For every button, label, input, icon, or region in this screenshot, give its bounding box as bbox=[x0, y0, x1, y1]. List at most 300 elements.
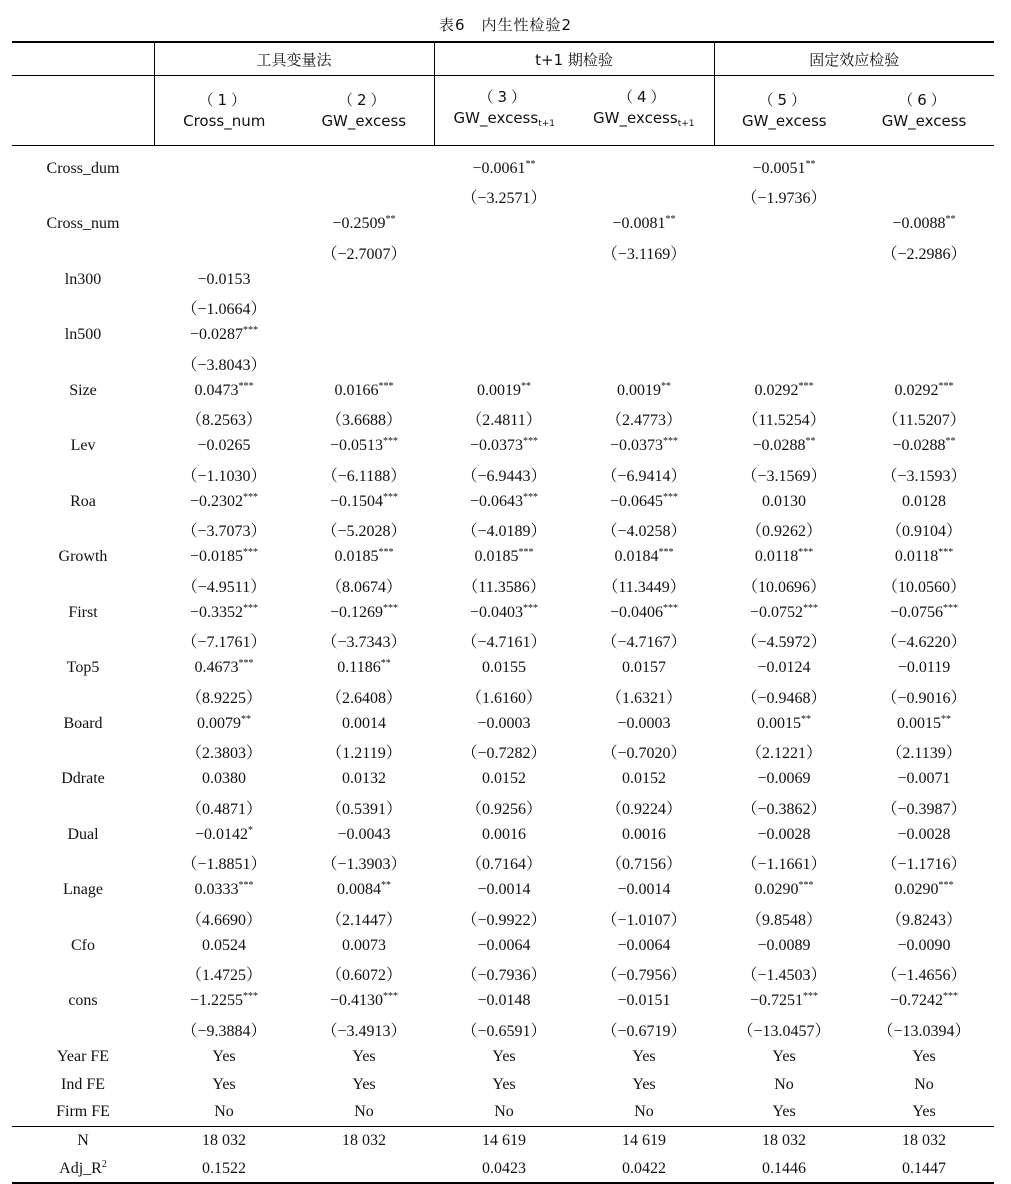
stats-cell: 14 619 bbox=[482, 1132, 527, 1149]
coef-value: −0.0064 bbox=[617, 936, 671, 954]
significance-stars: *** bbox=[523, 436, 539, 448]
significance-stars: *** bbox=[383, 491, 399, 503]
tstat-cell: （1.2119） bbox=[326, 745, 402, 763]
tstat-cell: （8.2563） bbox=[185, 412, 262, 430]
tstat-row-first bbox=[12, 627, 994, 655]
tstat-cell: （−4.7161） bbox=[461, 634, 547, 652]
column-name bbox=[294, 111, 434, 132]
coef-cell bbox=[854, 710, 994, 738]
tstat-cell: （−1.8851） bbox=[181, 856, 267, 874]
significance-stars: *** bbox=[243, 325, 259, 337]
coef-cell bbox=[294, 322, 434, 350]
tstat-cell: （−3.1569） bbox=[741, 467, 827, 485]
coef-cell bbox=[294, 211, 434, 239]
fe-cell: Yes bbox=[632, 1075, 656, 1093]
tstat-cell: （−1.0107） bbox=[601, 911, 687, 929]
coef-value: 0.0152 bbox=[482, 770, 527, 788]
tstat-cell: （0.4871） bbox=[185, 800, 262, 818]
coef-cell bbox=[854, 821, 994, 849]
stats-cell: 0.0423 bbox=[434, 1155, 574, 1184]
coef-row-roa bbox=[12, 488, 994, 516]
significance-stars: ** bbox=[945, 214, 956, 226]
tstat-row-cfo bbox=[12, 960, 994, 988]
variable-label-blank bbox=[12, 349, 154, 377]
tstat-row-lnage bbox=[12, 904, 994, 932]
significance-stars: *** bbox=[238, 880, 254, 892]
coef-row-ddrate bbox=[12, 766, 994, 794]
stats-cell: 0.1522 bbox=[154, 1155, 294, 1184]
significance-stars: ** bbox=[525, 158, 536, 170]
significance-stars: *** bbox=[798, 380, 814, 392]
stats-cell: 18 032 bbox=[342, 1132, 386, 1149]
coef-value: 0.0185 bbox=[334, 548, 379, 566]
coef-cell bbox=[434, 266, 574, 294]
significance-stars: ** bbox=[661, 380, 672, 392]
tstat-cell bbox=[154, 183, 294, 211]
fe-label: Year FE bbox=[56, 1047, 110, 1065]
coef-cell bbox=[434, 433, 574, 461]
stats-cell: 18 032 bbox=[202, 1132, 246, 1149]
tstat-cell: （−1.1661） bbox=[741, 856, 827, 874]
coef-value: 0.0157 bbox=[622, 659, 667, 677]
coef-value: 0.0292 bbox=[754, 381, 799, 399]
significance-stars: *** bbox=[663, 602, 679, 614]
coef-value: −0.0513 bbox=[329, 437, 384, 455]
significance-stars: * bbox=[248, 824, 254, 836]
coef-cell bbox=[294, 988, 434, 1016]
coef-cell bbox=[574, 932, 714, 960]
tstat-cell: （−4.0189） bbox=[461, 523, 547, 541]
tstat-cell: （−13.0457） bbox=[737, 1022, 831, 1040]
tstat-cell: （−5.2028） bbox=[321, 523, 407, 541]
tstat-cell bbox=[154, 238, 294, 266]
tstat-cell: （0.9262） bbox=[746, 523, 823, 541]
coef-cell bbox=[574, 821, 714, 849]
tstat-row-ln300 bbox=[12, 294, 994, 322]
coef-cell bbox=[154, 211, 294, 239]
fe-cell: Yes bbox=[212, 1075, 236, 1093]
stats-label-text: Adj_R bbox=[59, 1159, 102, 1177]
tstat-cell bbox=[714, 349, 854, 377]
stats-label-superscript: 2 bbox=[101, 1158, 107, 1170]
tstat-cell: （−1.4656） bbox=[881, 967, 967, 985]
coef-cell bbox=[434, 988, 574, 1016]
coef-cell bbox=[434, 599, 574, 627]
coef-row-dual bbox=[12, 821, 994, 849]
variable-label: Cross_dum bbox=[46, 159, 120, 177]
coef-value: −0.0406 bbox=[610, 603, 664, 621]
fe-cell: No bbox=[294, 1099, 434, 1127]
tstat-cell bbox=[434, 294, 574, 322]
column-subscript: t+1 bbox=[677, 118, 695, 129]
coef-cell bbox=[714, 211, 854, 239]
coef-cell bbox=[714, 877, 854, 905]
coef-row-cross_num bbox=[12, 211, 994, 239]
coef-cell bbox=[434, 488, 574, 516]
coef-value: −0.1504 bbox=[329, 492, 384, 510]
coef-value: −0.0373 bbox=[610, 437, 664, 455]
tstat-cell: （0.7156） bbox=[606, 856, 683, 874]
column-number: （4） bbox=[618, 87, 670, 106]
tstat-cell: （0.7164） bbox=[466, 856, 543, 874]
significance-stars: *** bbox=[383, 436, 399, 448]
significance-stars: ** bbox=[380, 658, 391, 670]
tstat-cell: （−1.1716） bbox=[881, 856, 967, 874]
group-header-iv: 工具变量法 bbox=[154, 42, 434, 76]
variable-label-blank bbox=[12, 904, 154, 932]
variable-label-blank bbox=[12, 571, 154, 599]
significance-stars: *** bbox=[378, 380, 394, 392]
fe-cell: No bbox=[774, 1075, 794, 1093]
column-header-5 bbox=[714, 76, 854, 146]
coef-cell bbox=[154, 266, 294, 294]
coef-cell bbox=[714, 433, 854, 461]
variable-label: Dual bbox=[67, 825, 99, 843]
significance-stars: *** bbox=[943, 991, 959, 1003]
coef-cell bbox=[574, 433, 714, 461]
column-header-row bbox=[12, 76, 994, 146]
coef-value: −0.3352 bbox=[189, 603, 244, 621]
coef-value: −0.7251 bbox=[750, 992, 804, 1010]
coef-value: −0.0061 bbox=[472, 159, 526, 177]
tstat-row-roa bbox=[12, 516, 994, 544]
group-header-row bbox=[12, 42, 994, 76]
significance-stars: *** bbox=[238, 658, 254, 670]
coef-value: −0.0124 bbox=[757, 659, 811, 677]
coef-value: 0.0118 bbox=[894, 548, 939, 566]
coef-row-board bbox=[12, 710, 994, 738]
variable-label-blank bbox=[12, 793, 154, 821]
significance-stars: *** bbox=[243, 602, 259, 614]
coef-cell bbox=[714, 766, 854, 794]
significance-stars: ** bbox=[385, 214, 396, 226]
coef-value: 0.0155 bbox=[482, 659, 527, 677]
coef-value: 0.0184 bbox=[614, 548, 659, 566]
fe-cell: Yes bbox=[714, 1099, 854, 1127]
coef-cell bbox=[854, 266, 994, 294]
coef-value: −0.0003 bbox=[617, 714, 671, 732]
coef-cell bbox=[854, 433, 994, 461]
tstat-cell: （2.6408） bbox=[326, 689, 403, 707]
fe-cell: Yes bbox=[492, 1075, 516, 1093]
coef-cell bbox=[294, 377, 434, 405]
coef-value: −0.0645 bbox=[610, 492, 664, 510]
tstat-cell: （10.0560） bbox=[882, 578, 967, 596]
coef-value: 0.0333 bbox=[194, 881, 239, 899]
coef-value: −0.0028 bbox=[897, 825, 951, 843]
coef-row-lnage bbox=[12, 877, 994, 905]
column-name bbox=[854, 111, 994, 132]
column-number: （5） bbox=[758, 90, 811, 109]
fe-label: Firm FE bbox=[12, 1099, 154, 1127]
significance-stars: ** bbox=[945, 436, 956, 448]
coef-value: 0.0292 bbox=[894, 381, 939, 399]
tstat-cell: （−0.6591） bbox=[461, 1022, 547, 1040]
coef-cell bbox=[154, 377, 294, 405]
tstat-cell: （−4.6220） bbox=[881, 634, 967, 652]
variable-label-blank bbox=[12, 682, 154, 710]
coef-row-growth bbox=[12, 544, 994, 572]
coef-value: −0.7242 bbox=[890, 992, 944, 1010]
coef-cell bbox=[574, 599, 714, 627]
tstat-cell bbox=[434, 238, 574, 266]
coef-cell bbox=[294, 433, 434, 461]
tstat-cell: （4.6690） bbox=[185, 911, 262, 929]
fe-cell: Yes bbox=[772, 1047, 796, 1065]
significance-stars: *** bbox=[803, 991, 819, 1003]
stub-header-blank bbox=[12, 76, 154, 146]
coef-value: 0.0152 bbox=[622, 770, 667, 788]
coef-cell bbox=[854, 322, 994, 350]
coef-value: −0.0014 bbox=[617, 881, 671, 899]
tstat-row-top5 bbox=[12, 682, 994, 710]
tstat-cell: （1.6160） bbox=[466, 689, 543, 707]
coef-cell bbox=[574, 877, 714, 905]
coef-cell bbox=[854, 155, 994, 183]
tstat-row-lev bbox=[12, 460, 994, 488]
coef-row-cons bbox=[12, 988, 994, 1016]
coef-cell bbox=[294, 155, 434, 183]
tstat-cell: （0.9224） bbox=[606, 800, 683, 818]
tstat-row-cross_num bbox=[12, 238, 994, 266]
table-caption: 表6 内生性检验2 bbox=[438, 16, 573, 34]
tstat-cell: （0.9256） bbox=[466, 800, 543, 818]
coef-cell bbox=[154, 877, 294, 905]
coef-cell bbox=[154, 988, 294, 1016]
coef-cell bbox=[714, 266, 854, 294]
coef-value: −0.0071 bbox=[897, 770, 951, 788]
coef-value: −0.2509 bbox=[332, 215, 386, 233]
tstat-cell: （−2.7007） bbox=[321, 245, 407, 263]
significance-stars: *** bbox=[803, 602, 819, 614]
coef-cell bbox=[574, 766, 714, 794]
tstat-cell: （−0.9468） bbox=[741, 689, 827, 707]
tstat-cell: （−9.3884） bbox=[181, 1022, 267, 1040]
tstat-cell bbox=[714, 294, 854, 322]
tstat-cell: （11.5254） bbox=[742, 412, 826, 430]
coef-cell bbox=[714, 544, 854, 572]
coef-cell bbox=[154, 655, 294, 683]
coef-cell bbox=[574, 544, 714, 572]
coef-cell bbox=[294, 710, 434, 738]
tstat-cell: （−3.2571） bbox=[461, 190, 547, 208]
variable-label-blank bbox=[12, 405, 154, 433]
coef-value: 0.0118 bbox=[754, 548, 799, 566]
tstat-cell: （9.8548） bbox=[746, 911, 823, 929]
stats-cell: 0.1447 bbox=[854, 1155, 994, 1184]
coef-cell bbox=[154, 821, 294, 849]
coef-value: −0.0064 bbox=[477, 936, 531, 954]
significance-stars: ** bbox=[805, 436, 816, 448]
coef-cell bbox=[294, 932, 434, 960]
coef-cell bbox=[294, 544, 434, 572]
column-number: （6） bbox=[898, 90, 950, 109]
tstat-cell: （−13.0394） bbox=[877, 1022, 971, 1040]
stats-label-text: N bbox=[77, 1132, 89, 1149]
tstat-cell: （−3.4913） bbox=[321, 1022, 407, 1040]
variable-label: Board bbox=[63, 714, 103, 732]
coef-cell bbox=[714, 377, 854, 405]
significance-stars: *** bbox=[938, 880, 954, 892]
tstat-cell: （−3.1593） bbox=[881, 467, 967, 485]
group-header-fe: 固定效应检验 bbox=[714, 42, 994, 76]
coef-cell bbox=[714, 821, 854, 849]
coef-cell bbox=[154, 710, 294, 738]
variable-label: Lnage bbox=[63, 881, 103, 899]
significance-stars: *** bbox=[378, 547, 394, 559]
coef-cell bbox=[434, 544, 574, 572]
coef-value: −0.0119 bbox=[897, 659, 951, 677]
coef-value: 0.0084 bbox=[337, 881, 381, 899]
tstat-cell: （−1.9736） bbox=[741, 190, 827, 208]
tstat-cell bbox=[574, 349, 714, 377]
stats-cell: 0.1446 bbox=[714, 1155, 854, 1184]
tstat-cell: （−0.9922） bbox=[461, 911, 547, 929]
coef-value: −0.0643 bbox=[470, 492, 524, 510]
coef-cell bbox=[154, 599, 294, 627]
tstat-row-size bbox=[12, 405, 994, 433]
column-header-3 bbox=[434, 76, 574, 146]
variable-label-blank bbox=[12, 183, 154, 211]
variable-label: Cfo bbox=[71, 936, 95, 954]
significance-stars: *** bbox=[523, 602, 539, 614]
coef-value: −0.0014 bbox=[477, 881, 531, 899]
coef-cell bbox=[294, 655, 434, 683]
coef-value: 0.0473 bbox=[194, 381, 239, 399]
coef-cell bbox=[294, 766, 434, 794]
fe-cell: No bbox=[914, 1075, 934, 1093]
tstat-cell: （−1.0664） bbox=[181, 301, 267, 319]
variable-label: ln300 bbox=[64, 270, 102, 288]
tstat-cell: （11.3586） bbox=[462, 578, 546, 596]
coef-value: 0.0130 bbox=[762, 492, 807, 510]
coef-cell bbox=[294, 488, 434, 516]
fe-cell: Yes bbox=[352, 1075, 376, 1093]
tstat-cell: （−2.2986） bbox=[881, 245, 967, 263]
coef-cell bbox=[714, 322, 854, 350]
variable-label-blank bbox=[12, 738, 154, 766]
fe-label: Ind FE bbox=[61, 1075, 105, 1093]
variable-label-blank bbox=[12, 516, 154, 544]
coef-value: 0.0524 bbox=[202, 936, 246, 954]
coef-cell bbox=[714, 155, 854, 183]
tstat-row-ln500 bbox=[12, 349, 994, 377]
tstat-row-ddrate bbox=[12, 793, 994, 821]
fe-cell: No bbox=[434, 1099, 574, 1127]
tstat-cell: （−3.1169） bbox=[601, 245, 687, 263]
significance-stars: *** bbox=[938, 380, 954, 392]
coef-cell bbox=[154, 544, 294, 572]
stats-cell: 0.0422 bbox=[574, 1155, 714, 1184]
tstat-cell bbox=[854, 183, 994, 211]
coef-value: 0.0014 bbox=[342, 714, 386, 732]
coef-value: −0.0028 bbox=[757, 825, 811, 843]
fe-row bbox=[12, 1043, 994, 1071]
column-header-6 bbox=[854, 76, 994, 146]
coef-value: 0.0016 bbox=[482, 825, 527, 843]
tstat-cell: （−0.7282） bbox=[461, 745, 547, 763]
coef-value: −0.0373 bbox=[470, 437, 524, 455]
coef-cell bbox=[574, 488, 714, 516]
variable-label-blank bbox=[12, 849, 154, 877]
tstat-row-growth bbox=[12, 571, 994, 599]
coef-cell bbox=[434, 877, 574, 905]
coef-cell bbox=[854, 544, 994, 572]
coef-cell bbox=[574, 211, 714, 239]
column-header-4 bbox=[574, 76, 714, 146]
coef-value: −1.2255 bbox=[189, 992, 244, 1010]
coef-value: 0.0079 bbox=[197, 714, 241, 732]
coef-row-top5 bbox=[12, 655, 994, 683]
coef-value: 0.1186 bbox=[337, 659, 381, 677]
tstat-cell: （−4.9511） bbox=[181, 578, 267, 596]
stats-row bbox=[12, 1127, 994, 1155]
column-depvar: GW_excess bbox=[741, 111, 827, 130]
tstat-cell: （−0.3987） bbox=[881, 800, 967, 818]
coef-cell bbox=[574, 266, 714, 294]
tstat-cell: （−1.1030） bbox=[181, 467, 267, 485]
column-subscript: t+1 bbox=[538, 118, 555, 129]
coef-cell bbox=[434, 211, 574, 239]
coef-cell bbox=[154, 155, 294, 183]
significance-stars: *** bbox=[798, 880, 814, 892]
column-name bbox=[155, 111, 295, 132]
coef-value: −0.2302 bbox=[189, 492, 244, 510]
coef-value: 0.0290 bbox=[894, 881, 939, 899]
coef-cell bbox=[574, 710, 714, 738]
coef-cell bbox=[574, 655, 714, 683]
coef-cell bbox=[434, 821, 574, 849]
coef-cell bbox=[434, 155, 574, 183]
coef-cell bbox=[854, 599, 994, 627]
tstat-cell: （8.9225） bbox=[185, 689, 262, 707]
variable-label-blank bbox=[12, 1015, 154, 1043]
tstat-cell: （2.1139） bbox=[886, 745, 962, 763]
tstat-cell bbox=[294, 294, 434, 322]
coef-value: −0.0081 bbox=[612, 215, 666, 233]
coef-cell bbox=[854, 932, 994, 960]
coef-value: 0.0016 bbox=[622, 825, 667, 843]
tstat-cell bbox=[434, 349, 574, 377]
significance-stars: *** bbox=[238, 380, 254, 392]
coef-value: −0.0151 bbox=[617, 992, 671, 1010]
tstat-cell: （−0.9016） bbox=[881, 689, 967, 707]
coef-value: 0.0290 bbox=[754, 881, 799, 899]
tstat-cell bbox=[714, 238, 854, 266]
coef-value: −0.0142 bbox=[194, 825, 249, 843]
coef-row-cross_dum bbox=[12, 155, 994, 183]
coef-row-size bbox=[12, 377, 994, 405]
significance-stars: *** bbox=[243, 547, 259, 559]
fe-cell: Yes bbox=[352, 1047, 376, 1065]
fe-cell: Yes bbox=[632, 1047, 656, 1065]
coef-cell bbox=[714, 710, 854, 738]
coef-cell bbox=[294, 266, 434, 294]
tstat-cell: （3.6688） bbox=[326, 412, 403, 430]
tstat-cell: （2.4773） bbox=[606, 412, 683, 430]
tstat-cell: （−4.0258） bbox=[601, 523, 687, 541]
variable-label-blank bbox=[12, 960, 154, 988]
tstat-cell: （2.4811） bbox=[466, 412, 542, 430]
tstat-cell: （−3.7343） bbox=[321, 634, 407, 652]
tstat-cell: （−0.6719） bbox=[601, 1022, 687, 1040]
tstat-cell: （−0.7936） bbox=[461, 967, 547, 985]
tstat-cell: （−6.9443） bbox=[461, 467, 547, 485]
tstat-cell: （−1.4503） bbox=[741, 967, 827, 985]
variable-label: Ddrate bbox=[61, 770, 105, 788]
tstat-cell: （0.9104） bbox=[886, 523, 963, 541]
fe-cell: No bbox=[574, 1099, 714, 1127]
